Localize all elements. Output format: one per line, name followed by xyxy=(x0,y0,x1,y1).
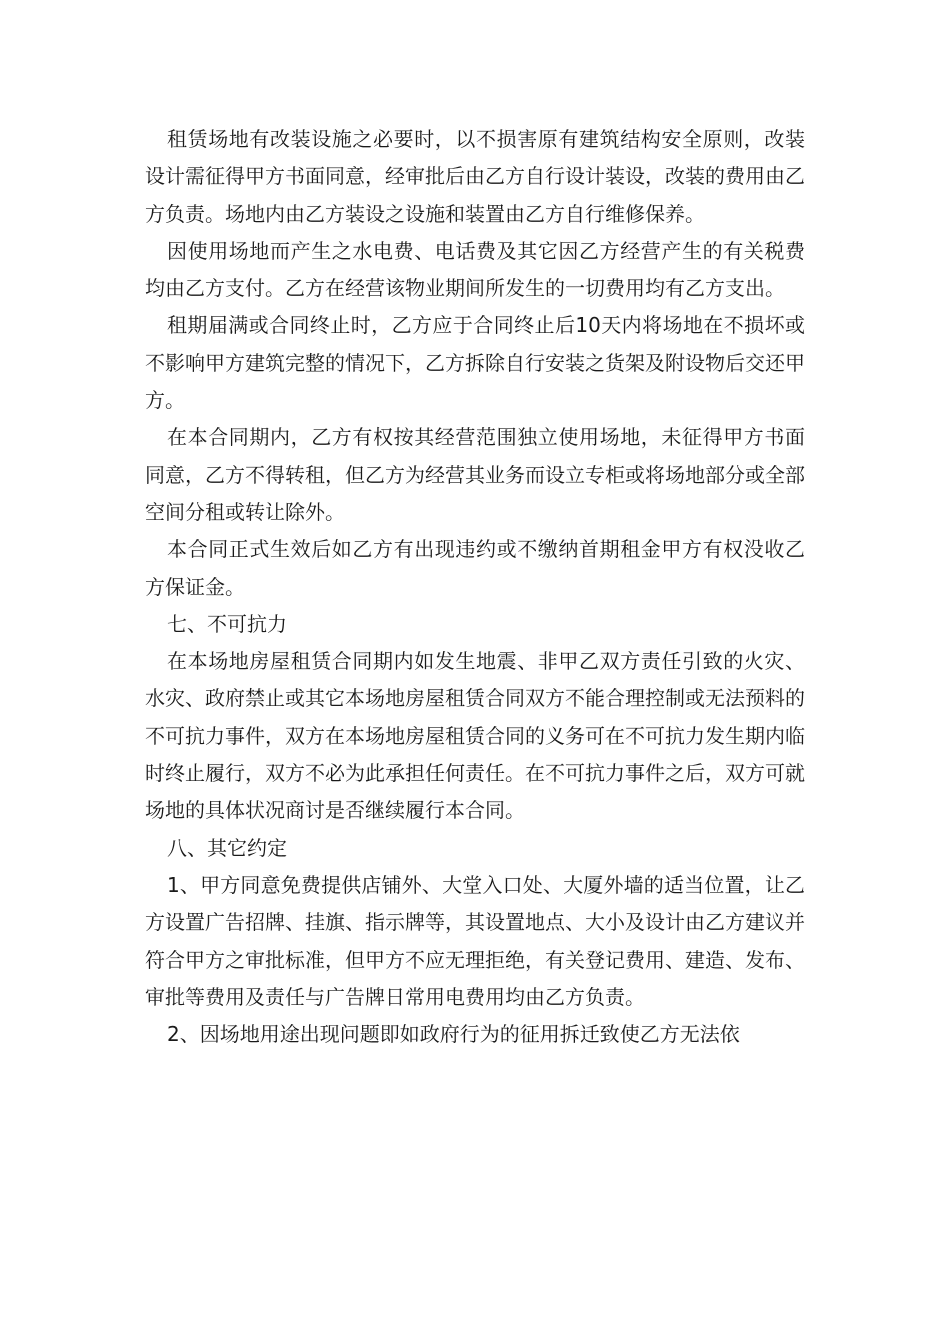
paragraph-lease-expiry: 租期届满或合同终止时，乙方应于合同终止后10天内将场地在不损坏或不影响甲方建筑完整的情况下，乙方拆除自行安装之货架及附设物后交还甲方。 xyxy=(145,313,805,413)
paragraph-advertising: 1、甲方同意免费提供店铺外、大堂入口处、大厦外墙的适当位置，让乙方设置广告招牌、挂旗、指示牌等，其设置地点、大小及设计由乙方建议并符合甲方之审批标准，但甲方不应无理拒绝，有关登记费用、建造、发布、审批等费用及责任与广告牌日常用电费用均由乙方负责。 xyxy=(145,872,805,1009)
paragraph-renovation: 租赁场地有改装设施之必要时，以不损害原有建筑结构安全原则，改装设计需征得甲方书面同意，经审批后由乙方自行设计装设，改装的费用由乙方负责。场地内由乙方装设之设施和装置由乙方自行维修保养。 xyxy=(145,127,805,226)
paragraph-deposit-forfeit: 本合同正式生效后如乙方有出现违约或不缴纳首期租金甲方有权没收乙方保证金。 xyxy=(145,537,805,599)
paragraph-expropriation: 2、因场地用途出现问题即如政府行为的征用拆迁致使乙方无法依 xyxy=(167,1022,740,1047)
paragraph-force-majeure: 在本场地房屋租赁合同期内如发生地震、非甲乙双方责任引致的火灾、水灾、政府禁止或其它本场地房屋租赁合同双方不能合理控制或无法预料的不可抗力事件，双方在本场地房屋租赁合同的义务可在不可抗力发生期内临时终止履行，双方不必为此承担任何责任。在不可抗力事件之后，双方可就场地的具体状况商讨是否继续履行本合同。 xyxy=(145,649,805,823)
section-heading-other-terms: 八、其它约定 xyxy=(167,835,287,860)
document-body xyxy=(145,121,805,1053)
section-heading-force-majeure: 七、不可抗力 xyxy=(167,611,287,636)
paragraph-sublease: 在本合同期内，乙方有权按其经营范围独立使用场地，未征得甲方书面同意，乙方不得转租，但乙方为经营其业务而设立专柜或将场地部分或全部空间分租或转让除外。 xyxy=(145,425,805,524)
paragraph-utility-fees: 因使用场地而产生之水电费、电话费及其它因乙方经营产生的有关税费均由乙方支付。乙方在经营该物业期间所发生的一切费用均有乙方支出。 xyxy=(145,238,805,301)
